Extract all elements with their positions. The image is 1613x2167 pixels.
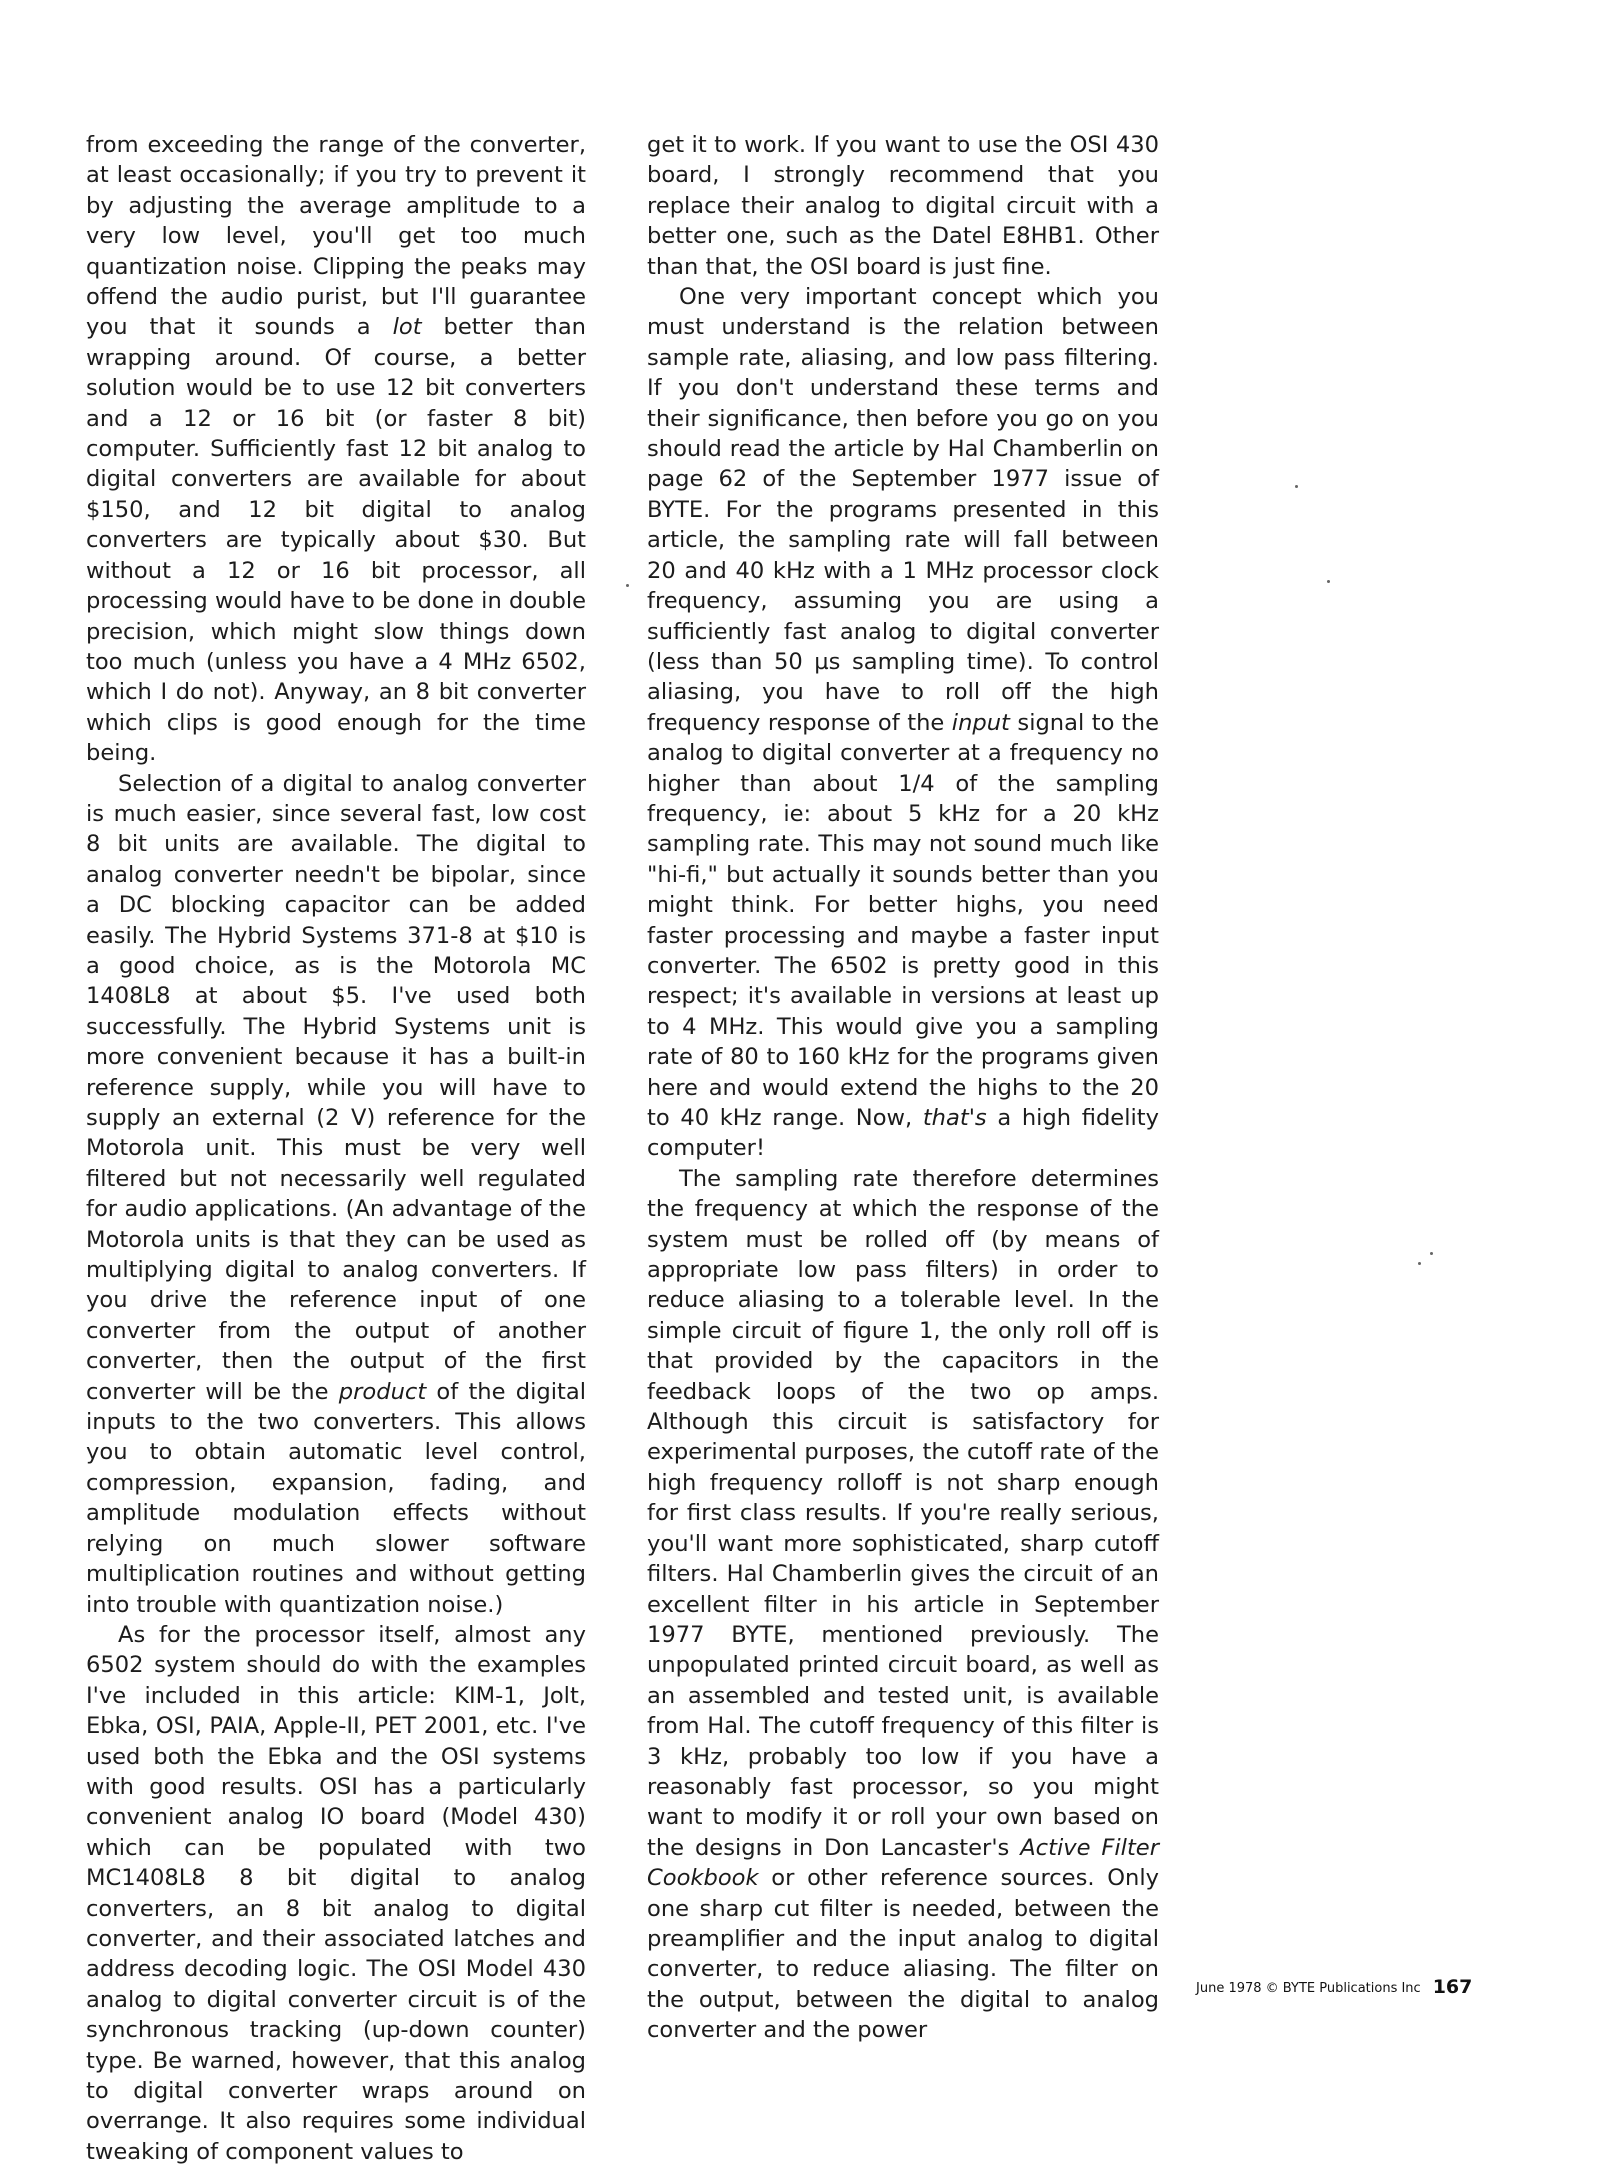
paragraph — [647, 130, 1159, 282]
text-run: from exceeding the range of the converter, at least occasionally; if you try to prevent it by adjusting the average amplitude to a very low level, you'll get too much quantization noise. Clipping the peaks may offend the audio purist, but I'll guarantee you that it sounds a — [86, 132, 586, 341]
paragraph — [86, 769, 586, 1620]
paragraph — [647, 282, 1159, 1164]
paragraph — [86, 1620, 586, 2167]
text-run: get it to work. If you want to use the OSI 430 board, I strongly recommend that you replace their analog to digital circuit with a better one, such as the Datel E8HB1. Other than that, the OSI board is just fine. — [647, 132, 1159, 280]
paragraph — [647, 1164, 1159, 2046]
text-run: signal to the analog to digital converter at a frequency no higher than about 1/4 of the sampling frequency, ie: about 5 kHz for a 20 kHz sampling rate. This may not sound much like "hi-fi," but actually it sounds better than you might think. For better highs, you need faster processing and maybe a faster input converter. The 6502 is pretty good in this respect; it's available in versions at least up to 4 MHz. This would give you a sampling rate of 80 to 160 kHz for the programs given here and would extend the highs to the 20 to 40 kHz range. Now, — [647, 709, 1160, 1131]
print-speck — [626, 584, 629, 587]
page-footer — [1196, 1976, 1526, 1998]
text-run: Selection of a digital to analog converter is much easier, since several fast, low cost 8 bit units are available. The digital to analog converter needn't be bipolar, since a DC blocking capacitor can be added easily. The Hybrid Systems 371-8 at $10 is a good choice, as is the Motorola MC 1408L8 at about $5. I've used both successfully. The Hybrid Systems unit is more convenient because it has a built-in reference supply, while you will have to supply an external (2 V) reference for the Motorola unit. This must be very well filtered but not necessarily well regulated for audio applications. (An advantage of the Motorola units is that they can be used as multiplying digital to analog converters. If you drive the reference input of one converter from the output of another converter, then the output of the first converter will be the — [86, 770, 586, 1405]
text-run: The sampling rate therefore determines the frequency at which the response of the system must be rolled off (by means of appropriate low pass filters) in order to reduce aliasing to a tolerable level. In the simple circuit of figure 1, the only roll off is that provided by the capacitors in the feedback loops of the two op amps. Although this circuit is satisfactory for experimental purposes, the cutoff rate of the high frequency rolloff is not sharp enough for first class results. If you're really serious, you'll want more sophisticated, sharp cutoff filters. Hal Chamberlin gives the circuit of an excellent filter in his article in September 1977 BYTE, mentioned previously. The unpopulated printed circuit board, as well as an assembled and tested unit, is available from Hal. The cutoff frequency of this filter is 3 kHz, probably too low if you have a reasonably fast processor, so you might want to modify it or roll your own based on the designs in Don Lancaster's — [647, 1165, 1159, 1861]
italic-text: lot — [392, 314, 422, 341]
italic-text: Active Filter Cookbook — [647, 1834, 1159, 1892]
copyright-line: June 1978 © BYTE Publications Inc — [1196, 1981, 1421, 1996]
text-run: One very important concept which you must understand is the relation between sample rate, aliasing, and low pass filtering. If you don't understand these terms and their significance, then before you go on you should read the article by Hal Chamberlin on page 62 of the September 1977 issue of BYTE. For the programs presented in this article, the sampling rate will fall between 20 and 40 kHz with a 1 MHz processor clock frequency, assuming you are using a sufficiently fast analog to digital converter (less than 50 µs sampling time). To control aliasing, you have to roll off the high frequency response of the — [647, 284, 1159, 736]
text-run: As for the processor itself, almost any 6502 system should do with the examples I've included in this article: KIM-1, Jolt, Ebka, OSI, PAIA, Apple-II, PET 2001, etc. I've used both the Ebka and the OSI systems with good results. OSI has a particularly convenient analog IO board (Model 430) which can be populated with two MC1408L8 8 bit digital to analog converters, an 8 bit analog to digital converter, and their associated latches and address decoding logic. The OSI Model 430 analog to digital converter circuit is of the synchronous tracking (up-down counter) type. Be warned, however, that this analog to digital converter wraps around on overrange. It also requires some individual tweaking of component values to — [86, 1621, 586, 2165]
page-number: 167 — [1432, 1976, 1473, 1998]
text-run: a high fidelity computer! — [647, 1105, 1159, 1162]
italic-text: that's — [922, 1105, 987, 1131]
left-text-column — [86, 130, 586, 2167]
italic-text: product — [338, 1378, 427, 1405]
print-speck — [1430, 1252, 1433, 1255]
paragraph — [86, 130, 586, 769]
text-run: better than wrapping around. Of course, a better solution would be to use 12 bit converters and a 12 or 16 bit (or faster 8 bit) computer. Sufficiently fast 12 bit analog to digital converters are available for about $150, and 12 bit digital to analog converters are typically about $30. But without a 12 or 16 bit processor, all processing would have to be done in double precision, which might slow things down too much (unless you have a 4 MHz 6502, which I do not). Anyway, an 8 bit converter which clips is good enough for the time being. — [86, 314, 586, 767]
print-speck — [1327, 580, 1330, 583]
text-run: or other reference sources. Only one sharp cut filter is needed, between the preamplifier and the input analog to digital converter, to reduce aliasing. The filter on the output, between the digital to analog converter and the power — [647, 1865, 1159, 2044]
print-speck — [1295, 485, 1298, 488]
print-speck — [1418, 1262, 1421, 1265]
right-text-column — [647, 130, 1159, 2046]
text-run: of the digital inputs to the two converters. This allows you to obtain automatic level control, compression, expansion, fading, and amplitude modulation effects without relying on much slower software multiplication routines and without getting into trouble with quantization noise.) — [86, 1378, 586, 1618]
italic-text: input — [951, 709, 1010, 736]
